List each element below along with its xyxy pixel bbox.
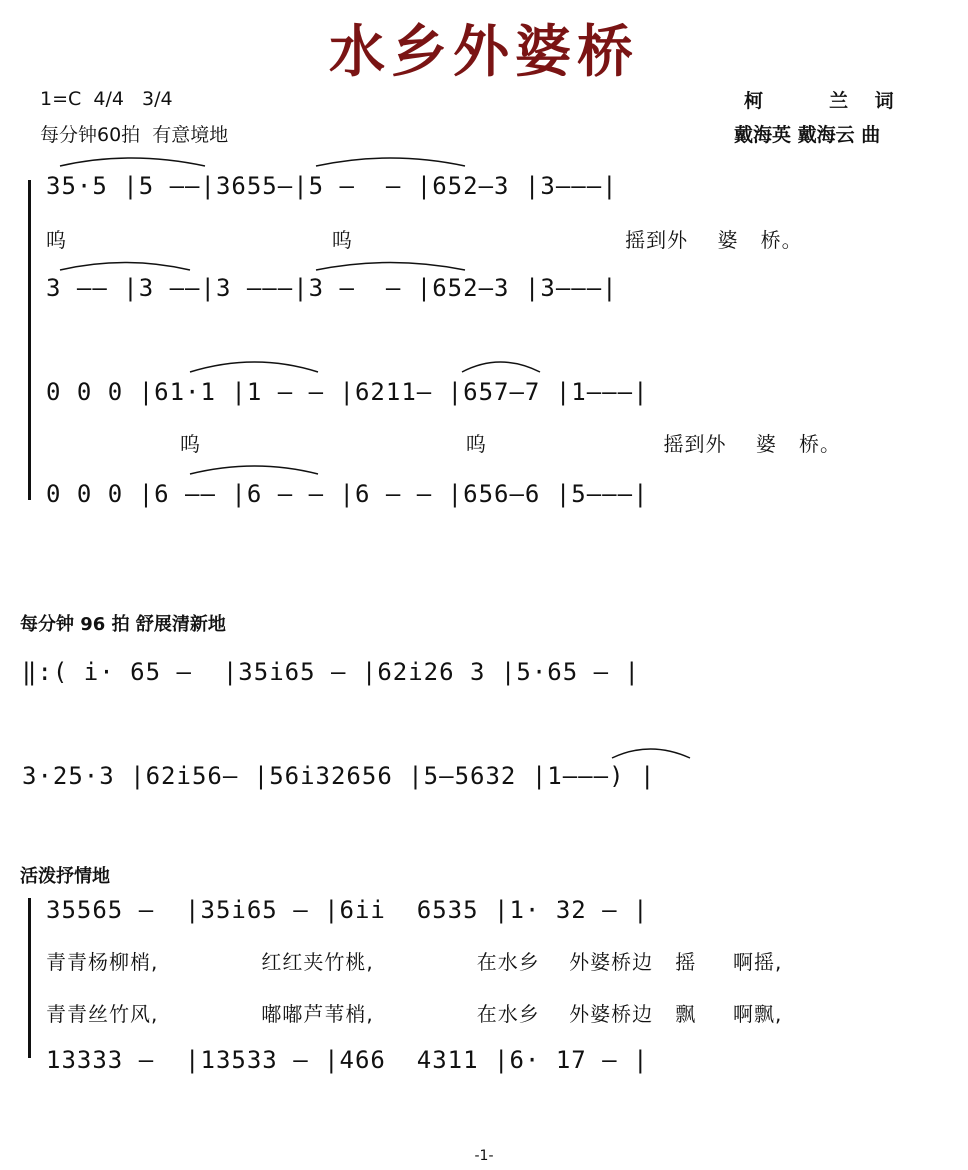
system1-voice4-notes: 0 0 0 |6 —— |6 — — |6 — — |656—6 |5———|	[46, 480, 649, 508]
page-title: 水乡外婆桥	[329, 20, 639, 85]
system1-voice1-notes: 35·5 |5 ——|3655—|5 — — |652—3 |3———|	[46, 172, 618, 200]
page-number: -1-	[474, 1148, 494, 1164]
intro-line-1-notes: ‖:( i· 65 — |35i65 — |62i26 3 |5·65 — |	[22, 658, 640, 686]
system1-voice1-lyrics: 呜 呜 摇到外 婆 桥。	[46, 228, 803, 252]
intro-line-2-notes: 3·25·3 |62i56— |56i32656 |5—5632 |1———) |	[22, 762, 656, 790]
tempo-marking-1: 每分钟60拍 有意境地	[40, 124, 229, 146]
system1-voice3-notes: 0 0 0 |61·1 |1 — — |6211— |657—7 |1———|	[46, 378, 649, 406]
system1-voice2-notes: 3 —— |3 ——|3 ———|3 — — |652—3 |3———|	[46, 274, 618, 302]
system1-voice3-lyrics: 呜 呜 摇到外 婆 桥。	[180, 432, 841, 456]
system3-lyrics-verse1: 青青杨柳梢, 红红夹竹桃, 在水乡 外婆桥边 摇 啊摇,	[46, 950, 783, 974]
system3-voice1-notes: 35565 — |35i65 — |6ii 6535 |1· 32 — |	[46, 896, 649, 924]
tempo-marking-2: 每分钟 96 拍 舒展清新地	[20, 614, 226, 635]
system3-voice2-notes: 13333 — |13533 — |466 4311 |6· 17 — |	[46, 1046, 649, 1074]
lyricist-credit: 柯 兰 词	[744, 90, 894, 112]
system3-brace	[28, 898, 31, 1058]
key-time-signature: 1=C 4/4 3/4	[40, 88, 173, 110]
composer-credit: 戴海英 戴海云 曲	[734, 124, 881, 146]
system3-lyrics-verse2: 青青丝竹风, 嘟嘟芦苇梢, 在水乡 外婆桥边 飘 啊飘,	[46, 1002, 783, 1026]
tempo-marking-3: 活泼抒情地	[20, 866, 110, 887]
